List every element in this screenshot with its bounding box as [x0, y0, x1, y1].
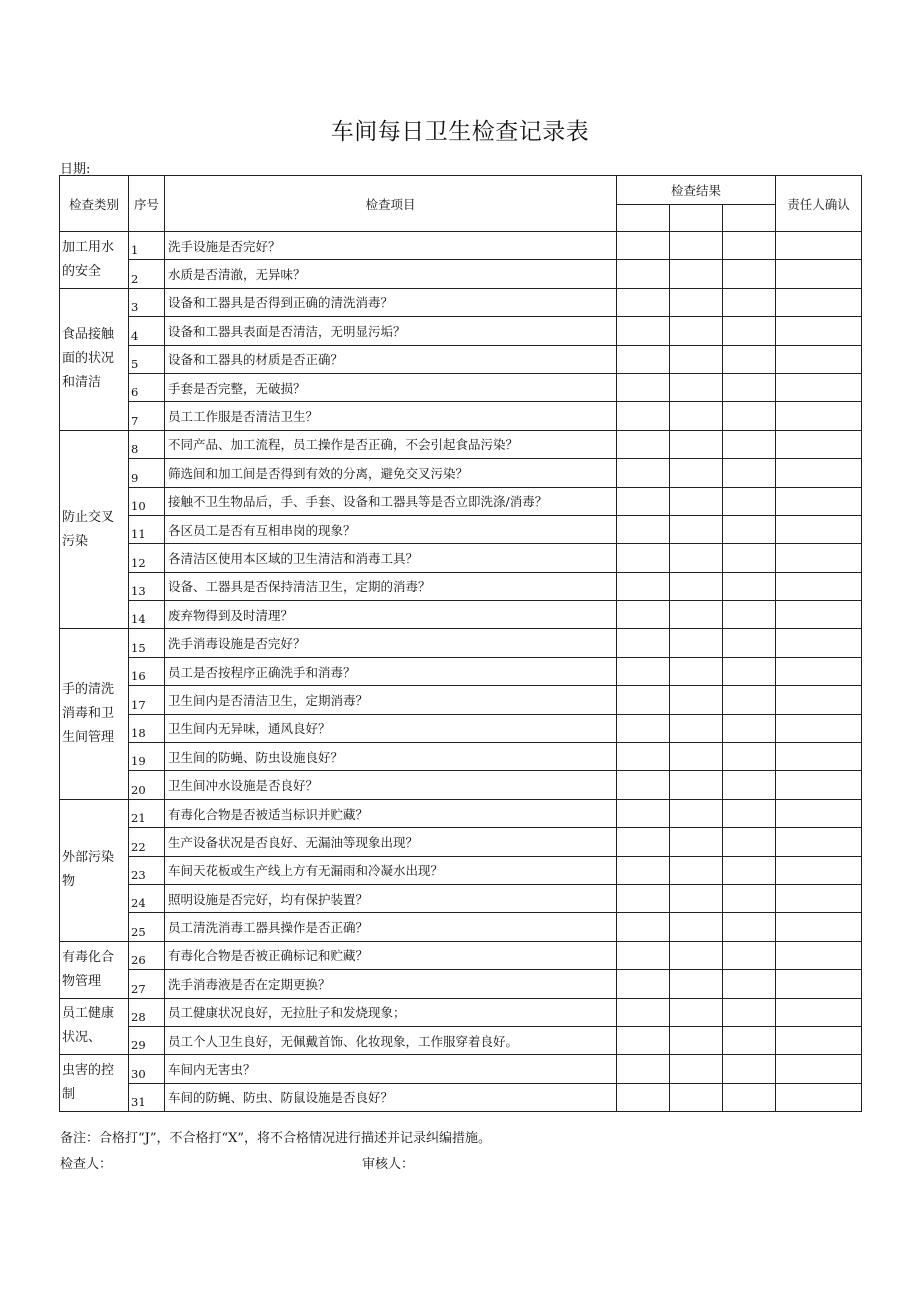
confirm-cell[interactable]: [776, 402, 862, 430]
header-item: 检查项目: [165, 176, 617, 232]
confirm-cell[interactable]: [776, 743, 862, 771]
result-cell[interactable]: [723, 487, 776, 515]
table-row: [60, 260, 862, 288]
seq-cell: 19: [129, 743, 165, 771]
table-row: [60, 941, 862, 969]
result-cell[interactable]: [670, 828, 723, 856]
result-cell[interactable]: [670, 601, 723, 629]
result-cell[interactable]: [617, 373, 670, 401]
seq-cell: 21: [129, 799, 165, 827]
table-row: [60, 317, 862, 345]
table-row: [60, 771, 862, 799]
item-cell: 洗手设施是否完好？: [165, 232, 617, 260]
confirm-cell[interactable]: [776, 714, 862, 742]
item-cell: 接触不卫生物品后，手、手套、设备和工器具等是否立即洗涤/消毒？: [165, 487, 617, 515]
result-cell[interactable]: [670, 288, 723, 316]
result-cell[interactable]: [670, 205, 723, 232]
result-cell[interactable]: [670, 572, 723, 600]
seq-cell: 29: [129, 1026, 165, 1054]
table-row: [60, 714, 862, 742]
seq-cell: 13: [129, 572, 165, 600]
confirm-cell[interactable]: [776, 1055, 862, 1083]
category-cell: 有毒化合物管理: [60, 941, 129, 998]
result-cell[interactable]: [670, 771, 723, 799]
confirm-cell[interactable]: [776, 544, 862, 572]
result-cell[interactable]: [723, 430, 776, 458]
seq-cell: 14: [129, 601, 165, 629]
result-cell[interactable]: [723, 629, 776, 657]
confirm-cell[interactable]: [776, 572, 862, 600]
result-cell[interactable]: [670, 430, 723, 458]
result-cell[interactable]: [617, 743, 670, 771]
result-cell[interactable]: [670, 487, 723, 515]
page-title: 车间每日卫生检查记录表: [330, 119, 590, 145]
seq-cell: 30: [129, 1055, 165, 1083]
result-cell[interactable]: [723, 856, 776, 884]
result-cell[interactable]: [617, 345, 670, 373]
seq-cell: 16: [129, 657, 165, 685]
result-cell[interactable]: [723, 515, 776, 543]
item-cell: 员工是否按程序正确洗手和消毒？: [165, 657, 617, 685]
item-cell: 卫生间内是否清洁卫生，定期消毒？: [165, 686, 617, 714]
confirm-cell[interactable]: [776, 1083, 862, 1111]
result-cell[interactable]: [617, 430, 670, 458]
item-cell: 员工个人卫生良好，无佩戴首饰、化妆现象，工作服穿着良好。: [165, 1026, 617, 1054]
table-row: [60, 686, 862, 714]
category-cell: 外部污染物: [60, 799, 129, 941]
result-cell[interactable]: [617, 913, 670, 941]
item-cell: 不同产品、加工流程，员工操作是否正确，不会引起食品污染？: [165, 430, 617, 458]
confirm-cell[interactable]: [776, 515, 862, 543]
result-cell[interactable]: [670, 856, 723, 884]
seq-cell: 7: [129, 402, 165, 430]
confirm-cell[interactable]: [776, 998, 862, 1026]
result-cell[interactable]: [617, 941, 670, 969]
seq-cell: 8: [129, 430, 165, 458]
result-cell[interactable]: [617, 487, 670, 515]
result-cell[interactable]: [723, 205, 776, 232]
seq-cell: 5: [129, 345, 165, 373]
result-cell[interactable]: [723, 657, 776, 685]
result-cell[interactable]: [723, 828, 776, 856]
result-cell[interactable]: [670, 970, 723, 998]
item-cell: 洗手消毒设施是否完好？: [165, 629, 617, 657]
result-cell[interactable]: [723, 601, 776, 629]
table-row: [60, 459, 862, 487]
item-cell: 筛选间和加工间是否得到有效的分离，避免交叉污染？: [165, 459, 617, 487]
result-cell[interactable]: [670, 544, 723, 572]
item-cell: 水质是否清澈，无异味？: [165, 260, 617, 288]
seq-cell: 11: [129, 515, 165, 543]
confirm-cell[interactable]: [776, 856, 862, 884]
result-cell[interactable]: [617, 1055, 670, 1083]
table-row: [60, 799, 862, 827]
table-row: [60, 1083, 862, 1111]
seq-cell: 12: [129, 544, 165, 572]
seq-cell: 31: [129, 1083, 165, 1111]
result-cell[interactable]: [617, 232, 670, 260]
seq-cell: 24: [129, 884, 165, 912]
category-cell: 防止交叉污染: [60, 430, 129, 629]
result-cell[interactable]: [723, 317, 776, 345]
result-cell[interactable]: [723, 998, 776, 1026]
result-cell[interactable]: [723, 232, 776, 260]
item-cell: 设备、工器具是否保持清洁卫生，定期的消毒？: [165, 572, 617, 600]
seq-cell: 1: [129, 232, 165, 260]
result-cell[interactable]: [670, 402, 723, 430]
table-row: [60, 629, 862, 657]
result-cell[interactable]: [670, 799, 723, 827]
item-cell: 生产设备状况是否良好、无漏油等现象出现？: [165, 828, 617, 856]
seq-cell: 9: [129, 459, 165, 487]
result-cell[interactable]: [723, 743, 776, 771]
table-row: [60, 998, 862, 1026]
confirm-cell[interactable]: [776, 1026, 862, 1054]
seq-cell: 2: [129, 260, 165, 288]
result-cell[interactable]: [617, 601, 670, 629]
table-row: [60, 544, 862, 572]
table-row: [60, 657, 862, 685]
confirm-cell[interactable]: [776, 459, 862, 487]
result-cell[interactable]: [617, 714, 670, 742]
item-cell: 设备和工器具的材质是否正确？: [165, 345, 617, 373]
result-cell[interactable]: [617, 459, 670, 487]
result-cell[interactable]: [670, 1055, 723, 1083]
result-cell[interactable]: [723, 970, 776, 998]
item-cell: 设备和工器具表面是否清洁，无明显污垢？: [165, 317, 617, 345]
item-cell: 车间天花板或生产线上方有无漏雨和冷凝水出现？: [165, 856, 617, 884]
confirm-cell[interactable]: [776, 487, 862, 515]
result-cell[interactable]: [617, 288, 670, 316]
result-cell[interactable]: [723, 884, 776, 912]
seq-cell: 10: [129, 487, 165, 515]
result-cell[interactable]: [617, 884, 670, 912]
result-cell[interactable]: [723, 402, 776, 430]
seq-cell: 17: [129, 686, 165, 714]
result-cell[interactable]: [670, 232, 723, 260]
inspection-table: [59, 175, 862, 1112]
category-cell: 员工健康状况、: [60, 998, 129, 1055]
result-cell[interactable]: [617, 998, 670, 1026]
header-category: 检查类别: [60, 176, 129, 232]
result-cell[interactable]: [670, 1026, 723, 1054]
table-row: [60, 430, 862, 458]
confirm-cell[interactable]: [776, 941, 862, 969]
confirm-cell[interactable]: [776, 373, 862, 401]
confirm-cell[interactable]: [776, 686, 862, 714]
table-row: [60, 828, 862, 856]
confirm-cell[interactable]: [776, 799, 862, 827]
item-cell: 车间的防蝇、防虫、防鼠设施是否良好？: [165, 1083, 617, 1111]
item-cell: 设备和工器具是否得到正确的清洗消毒？: [165, 288, 617, 316]
seq-cell: 26: [129, 941, 165, 969]
result-cell[interactable]: [670, 743, 723, 771]
result-cell[interactable]: [617, 970, 670, 998]
category-cell: 手的清洗消毒和卫生间管理: [60, 629, 129, 799]
seq-cell: 28: [129, 998, 165, 1026]
seq-cell: 18: [129, 714, 165, 742]
reviewer-label: 审核人：: [362, 1157, 415, 1172]
table-row: [60, 288, 862, 316]
item-cell: 有毒化合物是否被适当标识并贮藏？: [165, 799, 617, 827]
confirm-cell[interactable]: [776, 657, 862, 685]
item-cell: 员工清洗消毒工器具操作是否正确？: [165, 913, 617, 941]
result-cell[interactable]: [723, 1055, 776, 1083]
result-cell[interactable]: [617, 544, 670, 572]
result-cell[interactable]: [670, 941, 723, 969]
result-cell[interactable]: [670, 345, 723, 373]
result-cell[interactable]: [670, 998, 723, 1026]
confirm-cell[interactable]: [776, 430, 862, 458]
table-row: [60, 487, 862, 515]
result-cell[interactable]: [617, 317, 670, 345]
result-cell[interactable]: [670, 1083, 723, 1111]
seq-cell: 22: [129, 828, 165, 856]
table-row: [60, 913, 862, 941]
confirm-cell[interactable]: [776, 288, 862, 316]
result-cell[interactable]: [670, 317, 723, 345]
category-cell: 食品接触面的状况和清洁: [60, 288, 129, 430]
result-cell[interactable]: [670, 459, 723, 487]
item-cell: 员工健康状况良好，无拉肚子和发烧现象；: [165, 998, 617, 1026]
confirm-cell[interactable]: [776, 260, 862, 288]
seq-cell: 23: [129, 856, 165, 884]
header-confirm: 责任人确认: [776, 176, 862, 232]
header-result: 检查结果: [617, 176, 776, 205]
result-cell[interactable]: [723, 260, 776, 288]
confirm-cell[interactable]: [776, 345, 862, 373]
table-row: [60, 232, 862, 260]
result-cell[interactable]: [617, 205, 670, 232]
seq-cell: 4: [129, 317, 165, 345]
confirm-cell[interactable]: [776, 913, 862, 941]
seq-cell: 3: [129, 288, 165, 316]
item-cell: 卫生间冲水设施是否良好？: [165, 771, 617, 799]
item-cell: 洗手消毒液是否在定期更换？: [165, 970, 617, 998]
table-row: [60, 402, 862, 430]
confirm-cell[interactable]: [776, 828, 862, 856]
result-cell[interactable]: [670, 686, 723, 714]
date-label: 日期:: [60, 162, 91, 177]
result-cell[interactable]: [617, 629, 670, 657]
item-cell: 员工工作服是否清洁卫生？: [165, 402, 617, 430]
table-row: [60, 373, 862, 401]
confirm-cell[interactable]: [776, 232, 862, 260]
result-cell[interactable]: [670, 373, 723, 401]
result-cell[interactable]: [670, 714, 723, 742]
inspector-label: 检查人：: [60, 1157, 113, 1172]
item-cell: 车间内无害虫？: [165, 1055, 617, 1083]
table-row: [60, 1055, 862, 1083]
result-cell[interactable]: [617, 657, 670, 685]
seq-cell: 20: [129, 771, 165, 799]
item-cell: 各清洁区使用本区域的卫生清洁和消毒工具？: [165, 544, 617, 572]
result-cell[interactable]: [723, 373, 776, 401]
result-cell[interactable]: [617, 828, 670, 856]
table-row: [60, 856, 862, 884]
result-cell[interactable]: [723, 1026, 776, 1054]
result-cell[interactable]: [617, 1083, 670, 1111]
seq-cell: 27: [129, 970, 165, 998]
result-cell[interactable]: [670, 515, 723, 543]
result-cell[interactable]: [723, 572, 776, 600]
table-row: [60, 970, 862, 998]
result-cell[interactable]: [617, 515, 670, 543]
result-cell[interactable]: [617, 686, 670, 714]
result-cell[interactable]: [617, 799, 670, 827]
result-cell[interactable]: [723, 941, 776, 969]
seq-cell: 6: [129, 373, 165, 401]
result-cell[interactable]: [723, 1083, 776, 1111]
category-cell: 虫害的控制: [60, 1055, 129, 1112]
result-cell[interactable]: [670, 884, 723, 912]
confirm-cell[interactable]: [776, 601, 862, 629]
item-cell: 手套是否完整，无破损？: [165, 373, 617, 401]
confirm-cell[interactable]: [776, 317, 862, 345]
remark-note: 备注：合格打“J”，不合格打“X”，将不合格情况进行描述并记录纠编措施。: [60, 1131, 492, 1146]
result-cell[interactable]: [723, 771, 776, 799]
table-row: [60, 572, 862, 600]
result-cell[interactable]: [723, 686, 776, 714]
result-cell[interactable]: [723, 345, 776, 373]
result-cell[interactable]: [617, 260, 670, 288]
confirm-cell[interactable]: [776, 771, 862, 799]
table-row: [60, 345, 862, 373]
item-cell: 照明设施是否完好，均有保护装置？: [165, 884, 617, 912]
item-cell: 卫生间的防蝇、防虫设施良好？: [165, 743, 617, 771]
header-seq: 序号: [129, 176, 165, 232]
table-row: [60, 743, 862, 771]
table-row: [60, 601, 862, 629]
result-cell[interactable]: [617, 572, 670, 600]
result-cell[interactable]: [670, 913, 723, 941]
result-cell[interactable]: [617, 1026, 670, 1054]
result-cell[interactable]: [723, 799, 776, 827]
seq-cell: 15: [129, 629, 165, 657]
result-cell[interactable]: [670, 629, 723, 657]
result-cell[interactable]: [617, 402, 670, 430]
table-row: [60, 884, 862, 912]
result-cell[interactable]: [723, 459, 776, 487]
confirm-cell[interactable]: [776, 629, 862, 657]
seq-cell: 25: [129, 913, 165, 941]
table-row: [60, 1026, 862, 1054]
result-cell[interactable]: [723, 714, 776, 742]
item-cell: 废弃物得到及时清理？: [165, 601, 617, 629]
result-cell[interactable]: [670, 260, 723, 288]
item-cell: 卫生间内无异味，通风良好？: [165, 714, 617, 742]
result-cell[interactable]: [670, 657, 723, 685]
result-cell[interactable]: [617, 771, 670, 799]
category-cell: 加工用水的安全: [60, 232, 129, 289]
result-cell[interactable]: [723, 913, 776, 941]
result-cell[interactable]: [617, 856, 670, 884]
table-row: [60, 515, 862, 543]
result-cell[interactable]: [723, 288, 776, 316]
result-cell[interactable]: [723, 544, 776, 572]
item-cell: 有毒化合物是否被正确标记和贮藏？: [165, 941, 617, 969]
item-cell: 各区员工是否有互相串岗的现象？: [165, 515, 617, 543]
confirm-cell[interactable]: [776, 884, 862, 912]
confirm-cell[interactable]: [776, 970, 862, 998]
